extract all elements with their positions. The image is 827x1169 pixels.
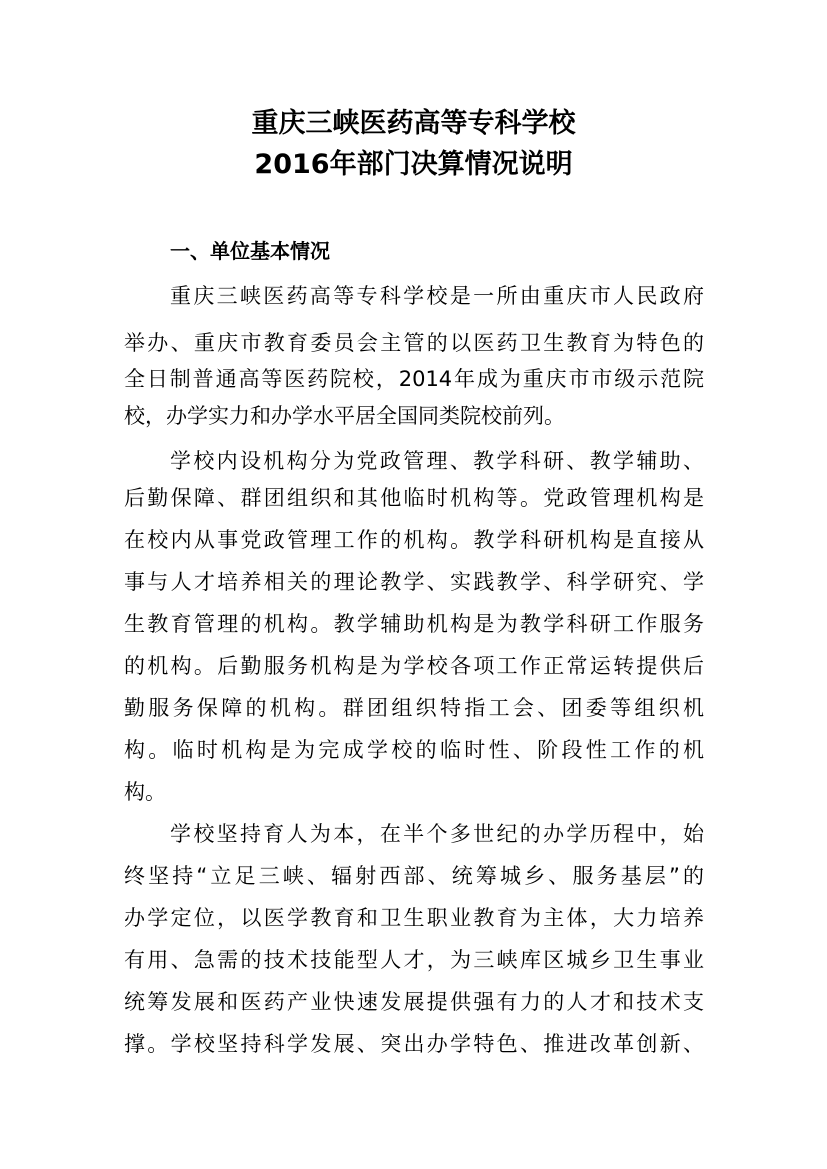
paragraph-line: 校，办学实力和办学水平居全国同类院校前列。 bbox=[124, 404, 565, 428]
paragraph-line: 勤服务保障的机构。群团组织特指工会、团委等组织机 bbox=[124, 696, 704, 720]
paragraph-line: 学校内设机构分为党政管理、教学科研、教学辅助、 bbox=[170, 449, 704, 473]
document-title-line1: 重庆三峡医药高等专科学校 bbox=[251, 108, 576, 139]
paragraph-line: 构。临时机构是为完成学校的临时性、阶段性工作的机 bbox=[124, 738, 704, 762]
paragraph-line: 的机构。后勤服务机构是为学校各项工作正常运转提供后 bbox=[124, 654, 704, 678]
paragraph-line: 举办、重庆市教育委员会主管的以医药卫生教育为特色的 bbox=[124, 331, 704, 355]
paragraph-line: 撑。学校坚持科学发展、突出办学特色、推进改革创新、 bbox=[124, 1032, 704, 1056]
document-title-line2: 2016年部门决算情况说明 bbox=[254, 149, 573, 180]
section-heading: 一、单位基本情况 bbox=[170, 239, 330, 263]
paragraph-line: 重庆三峡医药高等专科学校是一所由重庆市人民政府 bbox=[170, 284, 704, 308]
paragraph-line: 生教育管理的机构。教学辅助机构是为教学科研工作服务 bbox=[124, 612, 704, 636]
paragraph-line: 办学定位，以医学教育和卫生职业教育为主体，大力培养 bbox=[124, 906, 704, 930]
paragraph-line: 在校内从事党政管理工作的机构。教学科研机构是直接从 bbox=[124, 528, 704, 552]
paragraph-line: 后勤保障、群团组织和其他临时机构等。党政管理机构是 bbox=[124, 486, 704, 510]
paragraph-line: 事与人才培养相关的理论教学、实践教学、科学研究、学 bbox=[124, 570, 704, 594]
paragraph-line: 全日制普通高等医药院校，2014年成为重庆市市级示范院 bbox=[124, 367, 704, 391]
paragraph-line: 学校坚持育人为本，在半个多世纪的办学历程中，始 bbox=[170, 822, 704, 846]
paragraph-line: 有用、急需的技术技能型人才，为三峡库区城乡卫生事业 bbox=[124, 948, 704, 972]
paragraph-line: 构。 bbox=[124, 780, 166, 804]
paragraph-line: 统筹发展和医药产业快速发展提供强有力的人才和技术支 bbox=[124, 990, 704, 1014]
paragraph-line: 终坚持“立足三峡、辐射西部、统筹城乡、服务基层”的 bbox=[124, 864, 704, 888]
